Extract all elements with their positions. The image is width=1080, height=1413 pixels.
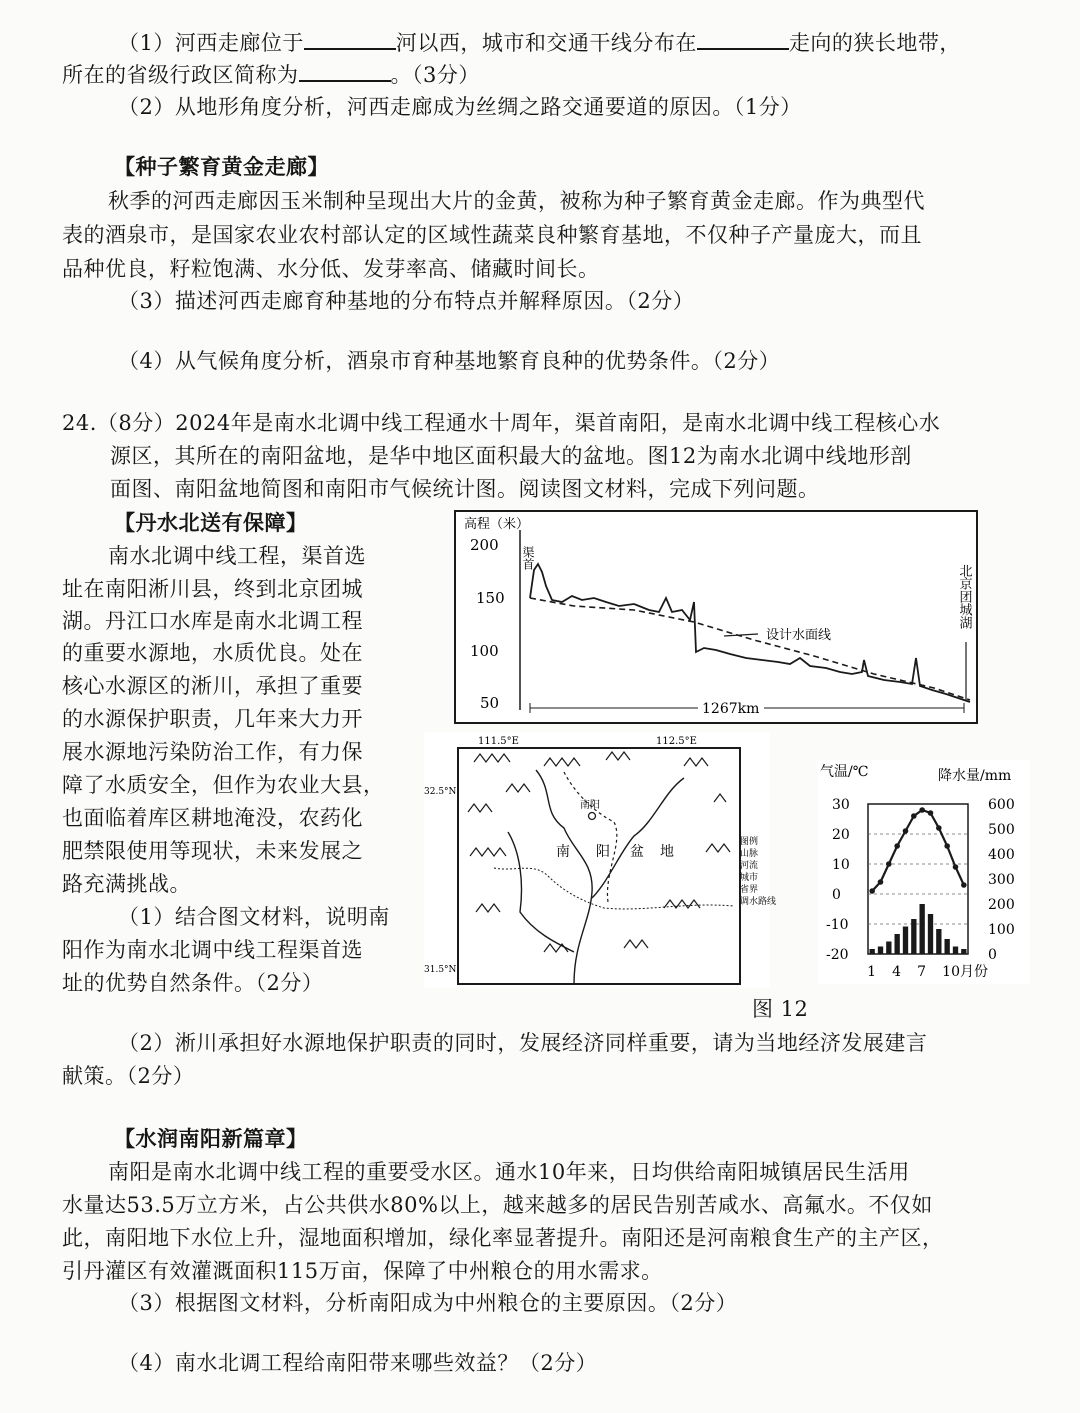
q23-sub4: （4）从气候角度分析，酒泉市育种基地繁育良种的优势条件。（2分） (118, 349, 781, 373)
precip-bar-month-2 (878, 947, 883, 955)
precip-bar-month-6 (911, 919, 916, 954)
seed-para-line3: 品种优良，籽粒饱满、水分低、发芽率高、储藏时间长。 (62, 257, 600, 281)
temp-point-month-10 (944, 843, 950, 849)
seed-para-line2: 表的酒泉市，是国家农业农村部认定的区域性蔬菜良种繁育基地，不仅种子产量庞大，而且 (62, 223, 922, 247)
q23-sub1-line1 (118, 26, 961, 58)
section-title-seed: 【种子繁育黄金走廊】 (114, 154, 329, 179)
month-tick-label: 4 (892, 964, 902, 980)
nanyang-para-1: 南阳是南水北调中线工程的重要受水区。通水10年来，日均供给南阳城镇居民生活用 (108, 1160, 910, 1184)
profile-ytick-100: 100 (470, 642, 499, 660)
legend-mountain: 山脉 (740, 849, 759, 859)
q24-intro-line3: 面图、南阳盆地简图和南阳市气候统计图。阅读图文材料，完成下列问题。 (110, 477, 820, 501)
climate-chart-svg (818, 760, 1030, 984)
seed-para-line1: 秋季的河西走廊因玉米制种呈现出大片的金黄，被称为种子繁育黄金走廊。作为典型代 (108, 189, 925, 213)
q23-sub1-text-a: （1）河西走廊位于 (118, 31, 304, 55)
profile-ytick-200: 200 (470, 536, 499, 554)
map-frame (458, 748, 740, 984)
precip-tick-label: 0 (988, 947, 997, 963)
danshui-para-7: 展水源地污染防治工作，有力保 (62, 740, 363, 764)
q23-sub1-text-d: 所在的省级行政区简称为 (62, 63, 299, 87)
climate-chart-figure (818, 760, 1030, 984)
map-city-label: 南阳 (580, 800, 600, 811)
legend-river: 河流 (740, 861, 759, 871)
month-tick-label: 10月份 (942, 964, 988, 980)
precip-tick-label: 500 (988, 822, 1015, 838)
climate-precip-label: 降水量/mm (938, 768, 1012, 784)
profile-frame (455, 511, 977, 723)
answer-blank[interactable] (299, 58, 391, 82)
temp-tick-label: 0 (832, 887, 841, 903)
precip-bar-month-9 (936, 929, 941, 954)
q23-sub3: （3）描述河西走廊育种基地的分布特点并解释原因。（2分） (118, 289, 695, 313)
legend-diversion-route: 调水路线 (740, 897, 777, 907)
precip-tick-label: 300 (988, 872, 1015, 888)
temp-point-month-3 (886, 861, 892, 867)
profile-ytick-50: 50 (480, 694, 500, 712)
profile-line-label: 设计水面线 (766, 628, 832, 643)
answer-blank[interactable] (304, 26, 396, 50)
danshui-para-5: 核心水源区的淅川，承担了重要 (62, 674, 363, 698)
precip-tick-label: 400 (988, 847, 1015, 863)
basin-map-svg (424, 732, 777, 988)
precip-bar-month-1 (870, 949, 875, 954)
section-title-danshui: 【丹水北送有保障】 (114, 510, 308, 535)
map-lat-label-2: 31.5°N (424, 965, 457, 975)
q24-sub1-line2: 阳作为南水北调中线工程渠首选 (62, 938, 363, 962)
nanyang-para-4: 引丹灌区有效灌溉面积115万亩，保障了中州粮仓的用水需求。 (62, 1259, 663, 1283)
danshui-para-2: 址在南阳淅川县，终到北京团城 (62, 577, 363, 601)
q24-intro-line1: 24.（8分）2024年是南水北调中线工程通水十周年，渠首南阳，是南水北调中线工程核心水 (62, 411, 941, 435)
climate-marks (826, 797, 1015, 980)
legend-province-boundary: 省界 (740, 885, 759, 895)
map-basin-char-4: 地 (660, 844, 674, 860)
q24-sub2-line2: 献策。（2分） (62, 1064, 195, 1088)
precip-tick-label: 600 (988, 797, 1015, 813)
q24-sub1-line3: 址的优势自然条件。（2分） (62, 971, 324, 995)
q23-sub1-text-c: 走向的狭长地带， (788, 31, 961, 55)
figure-caption: 图 12 (752, 997, 809, 1021)
q23-sub1-line2 (62, 58, 480, 90)
q23-sub1-text-b: 河以西，城市和交通干线分布在 (395, 31, 697, 55)
precip-tick-label: 200 (988, 897, 1015, 913)
danshui-para-1: 南水北调中线工程，渠首选 (108, 544, 366, 568)
month-tick-label: 7 (917, 964, 927, 980)
danshui-para-11: 路充满挑战。 (62, 872, 191, 896)
profile-end-label: 北京团城湖 (956, 564, 972, 629)
map-basin-char-1: 南 (556, 844, 570, 860)
precip-bar-month-10 (945, 939, 950, 954)
map-basin-char-3: 盆 (630, 844, 644, 860)
temp-point-month-7 (919, 807, 925, 813)
precip-tick-label: 100 (988, 922, 1015, 938)
legend-city: 城市 (740, 873, 759, 883)
q24-sub4: （4）南水北调工程给南阳带来哪些效益？（2分） (118, 1351, 598, 1375)
profile-ytick-150: 150 (476, 589, 505, 607)
profile-ylabel: 高程（米） (464, 517, 530, 532)
danshui-para-8: 障了水质安全，但作为农业大县， (62, 773, 385, 797)
precip-bar-month-11 (953, 947, 958, 955)
nanyang-para-2: 水量达53.5万立方米，占公共供水80%以上，越来越多的居民告别苦咸水、高氟水。不仅如 (62, 1193, 933, 1217)
precip-bar-month-3 (886, 942, 891, 955)
temp-point-month-9 (936, 825, 942, 831)
temp-tick-label: 10 (832, 857, 850, 873)
terrain-profile-svg (454, 510, 978, 724)
precip-bar-month-5 (903, 927, 908, 955)
precip-bar-month-8 (928, 914, 933, 954)
danshui-para-10: 肥禁限使用等现状，未来发展之 (62, 839, 363, 863)
q23-sub2: （2）从地形角度分析，河西走廊成为丝绸之路交通要道的原因。（1分） (118, 95, 802, 119)
temp-point-month-1 (869, 888, 875, 894)
danshui-para-9: 也面临着库区耕地淹没，农药化 (62, 806, 363, 830)
map-lat-label-1: 32.5°N (424, 787, 457, 797)
profile-start-label: 渠首 (521, 546, 535, 570)
danshui-para-3: 湖。丹江口水库是南水北调工程 (62, 609, 363, 633)
precip-bar-month-7 (920, 904, 925, 954)
temp-point-month-6 (911, 813, 917, 819)
temperature-line (872, 810, 964, 891)
terrain-profile-figure (454, 510, 978, 724)
temp-point-month-2 (878, 879, 884, 885)
q24-sub1-line1: （1）结合图文材料，说明南 (118, 905, 390, 929)
temp-point-month-5 (903, 828, 909, 834)
temp-point-month-12 (961, 882, 967, 888)
map-basin-char-2: 阳 (596, 844, 610, 860)
temp-tick-label: 20 (832, 827, 850, 843)
profile-distance-label: 1267km (702, 701, 760, 717)
map-lon-label-1: 111.5°E (478, 736, 519, 747)
precip-bar-month-4 (895, 934, 900, 954)
map-legend (740, 835, 776, 907)
danshui-para-4: 的重要水源地，水质优良。处在 (62, 641, 363, 665)
month-tick-label: 1 (867, 964, 877, 980)
temp-point-month-4 (894, 843, 900, 849)
temp-tick-label: -10 (826, 917, 849, 933)
map-lon-label-2: 112.5°E (656, 736, 697, 747)
nanyang-para-3: 此，南阳地下水位上升，湿地面积增加，绿化率显著提升。南阳还是河南粮食生产的主产区， (62, 1226, 944, 1250)
answer-blank[interactable] (697, 26, 789, 50)
danshui-para-6: 的水源保护职责，几年来大力开 (62, 707, 363, 731)
temp-tick-label: 30 (832, 797, 850, 813)
q24-sub3: （3）根据图文材料，分析南阳成为中州粮仓的主要原因。（2分） (118, 1291, 738, 1315)
climate-temp-label: 气温/℃ (820, 764, 869, 780)
q23-sub1-text-e: 。（3分） (390, 63, 480, 87)
section-title-nanyang: 【水润南阳新篇章】 (114, 1126, 308, 1151)
q24-sub2-line1: （2）淅川承担好水源地保护职责的同时，发展经济同样重要，请为当地经济发展建言 (118, 1031, 928, 1055)
precip-bar-month-12 (961, 949, 966, 954)
basin-map-figure (424, 732, 777, 988)
temp-tick-label: -20 (826, 947, 849, 963)
legend-title: 图例 (740, 837, 759, 847)
q24-intro-line2: 源区，其所在的南阳盆地，是华中地区面积最大的盆地。图12为南水北调中线地形剖 (110, 444, 912, 468)
temp-point-month-8 (928, 810, 934, 816)
temp-point-month-11 (953, 864, 959, 870)
